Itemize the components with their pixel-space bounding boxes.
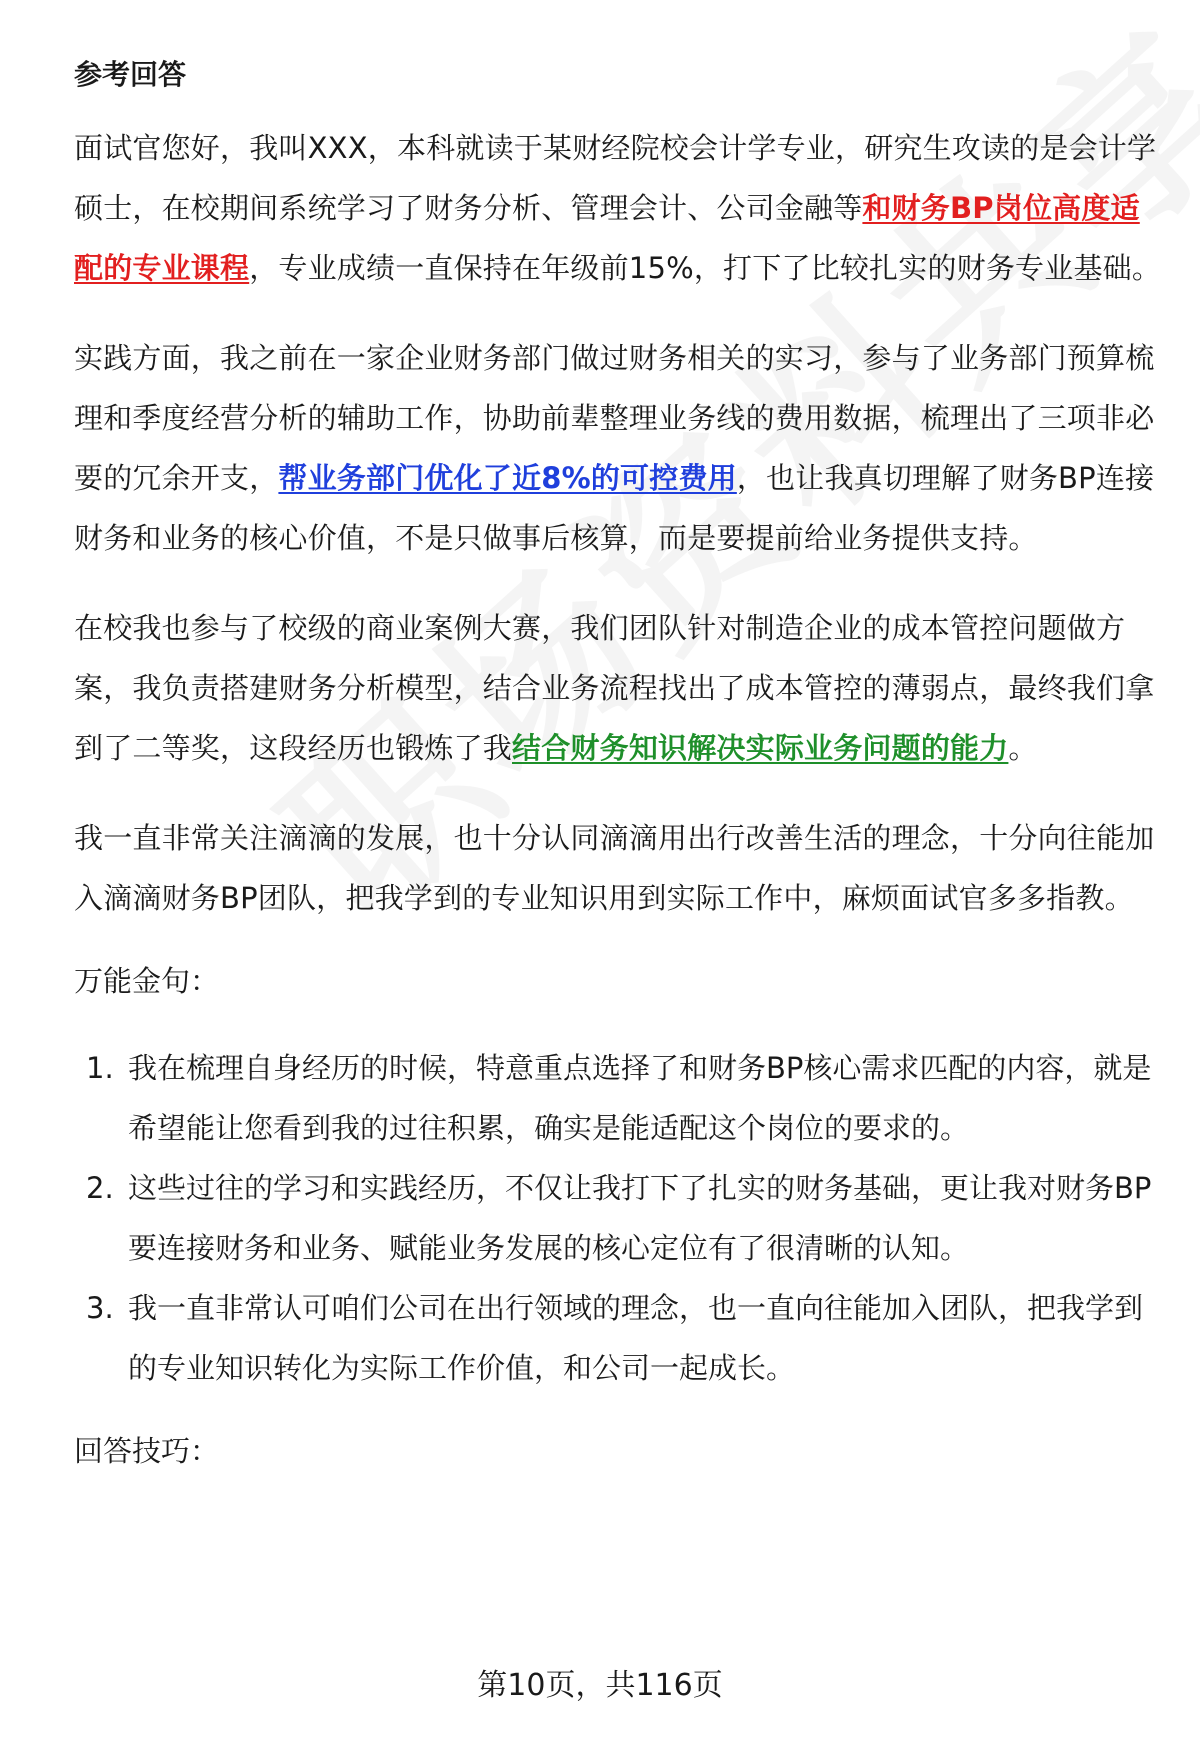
paragraph-text: 。 — [1008, 731, 1038, 765]
list-item — [74, 1158, 1164, 1278]
list-number: 3. — [86, 1291, 114, 1325]
highlight-blue: 帮业务部门优化了近8%的可控费用 — [278, 461, 737, 495]
paragraph-text: ，也让我真切理解了财务BP连接财务和业务的核心价值，不是只做事后核算，而是要提前给业务提供支持。 — [74, 461, 1155, 555]
page-content — [74, 54, 1164, 1508]
list-item-text: 我一直非常认可咱们公司在出行领域的理念，也一直向往能加入团队，把我学到的专业知识转化为实际工作价值，和公司一起成长。 — [128, 1291, 1144, 1385]
paragraph-text: ，专业成绩一直保持在年级前15%，打下了比较扎实的财务专业基础。 — [249, 251, 1162, 285]
paragraph-practice — [74, 328, 1164, 568]
highlight-red: 和财务BP岗位高度适配的专业课程 — [74, 191, 1140, 285]
highlight-green: 结合财务知识解决实际业务问题的能力 — [512, 731, 1009, 765]
list-item-text: 这些过往的学习和实践经历，不仅让我打下了扎实的财务基础，更让我对财务BP要连接财务和业务、赋能业务发展的核心定位有了很清晰的认知。 — [128, 1171, 1152, 1265]
list-item-text: 我在梳理自身经历的时候，特意重点选择了和财务BP核心需求匹配的内容，就是希望能让您看到我的过往积累，确实是能适配这个岗位的要求的。 — [128, 1051, 1152, 1145]
paragraph-text: 在校我也参与了校级的商业案例大赛，我们团队针对制造企业的成本管控问题做方案，我负责搭建财务分析模型，结合业务流程找出了成本管控的薄弱点，最终我们拿到了二等奖，这段经历也锻炼了我 — [74, 611, 1155, 765]
page-number-footer: 第10页，共116页 — [477, 1668, 723, 1703]
list-number: 1. — [86, 1051, 114, 1085]
list-item — [74, 1278, 1164, 1398]
paragraph-text: 面试官您好，我叫XXX，本科就读于某财经院校会计学专业，研究生攻读的是会计学硕士，在校期间系统学习了财务分析、管理会计、公司金融等 — [74, 131, 1157, 225]
paragraph-text: 实践方面，我之前在一家企业财务部门做过财务相关的实习，参与了业务部门预算梳理和季度经营分析的辅助工作，协助前辈整理业务线的费用数据，梳理出了三项非必要的冗余开支， — [74, 341, 1155, 495]
paragraph-intro — [74, 118, 1164, 298]
golden-sentences-label: 万能金句： — [74, 964, 220, 998]
list-item — [74, 1038, 1164, 1158]
paragraph-motivation: 我一直非常关注滴滴的发展，也十分认同滴滴用出行改善生活的理念，十分向往能加入滴滴财务BP团队，把我学到的专业知识用到实际工作中，麻烦面试官多多指教。 — [74, 821, 1155, 915]
section-heading: 参考回答 — [74, 58, 187, 91]
list-number: 2. — [86, 1171, 114, 1205]
answer-tips-label: 回答技巧： — [74, 1434, 220, 1468]
paragraph-competition — [74, 598, 1164, 778]
golden-sentences-list — [74, 1038, 1164, 1398]
